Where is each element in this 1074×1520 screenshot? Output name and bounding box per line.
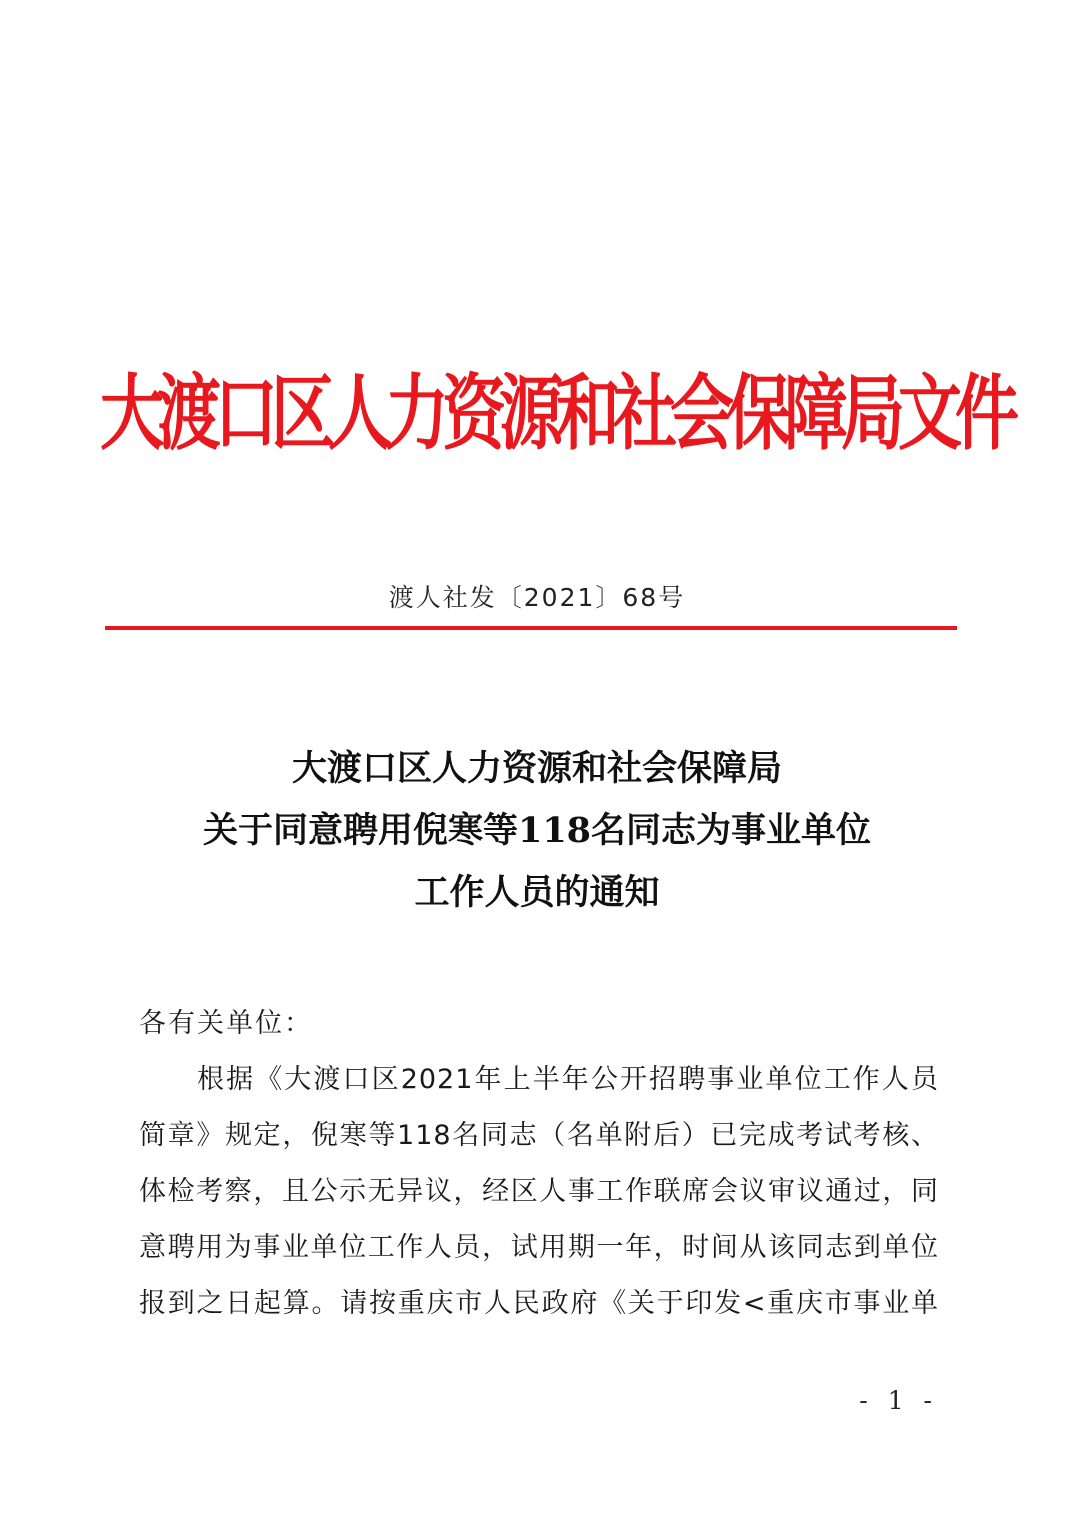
notice-title-line-3: 工作人员的通知 [414, 872, 660, 913]
masthead-title: 大渡口区人力资源和社会保障局文件 [100, 367, 1012, 463]
page-number: - 1 - [859, 1386, 938, 1415]
red-divider-line [105, 626, 957, 630]
salutation: 各有关单位： [139, 1008, 313, 1039]
body-paragraph: 根据《大渡口区2021年上半年公开招聘事业单位工作人员简章》规定，倪寒等118名同志（名单附后）已完成考试考核、体检考察，且公示无异议，经区人事工作联席会议审议通过，同意聘用为事业单位工作人员，试用期一年，时间从该同志到单位报到之日起算。请按重庆市人民政府《关于印发<重庆市事业单 [139, 1064, 939, 1319]
notice-body [139, 996, 939, 1332]
document-number: 渡人社发〔2021〕68号 [388, 583, 686, 612]
notice-title [0, 738, 1074, 924]
notice-title-line-1: 大渡口区人力资源和社会保障局 [291, 748, 782, 789]
notice-title-line-2: 关于同意聘用倪寒等118名同志为事业单位 [202, 810, 872, 851]
